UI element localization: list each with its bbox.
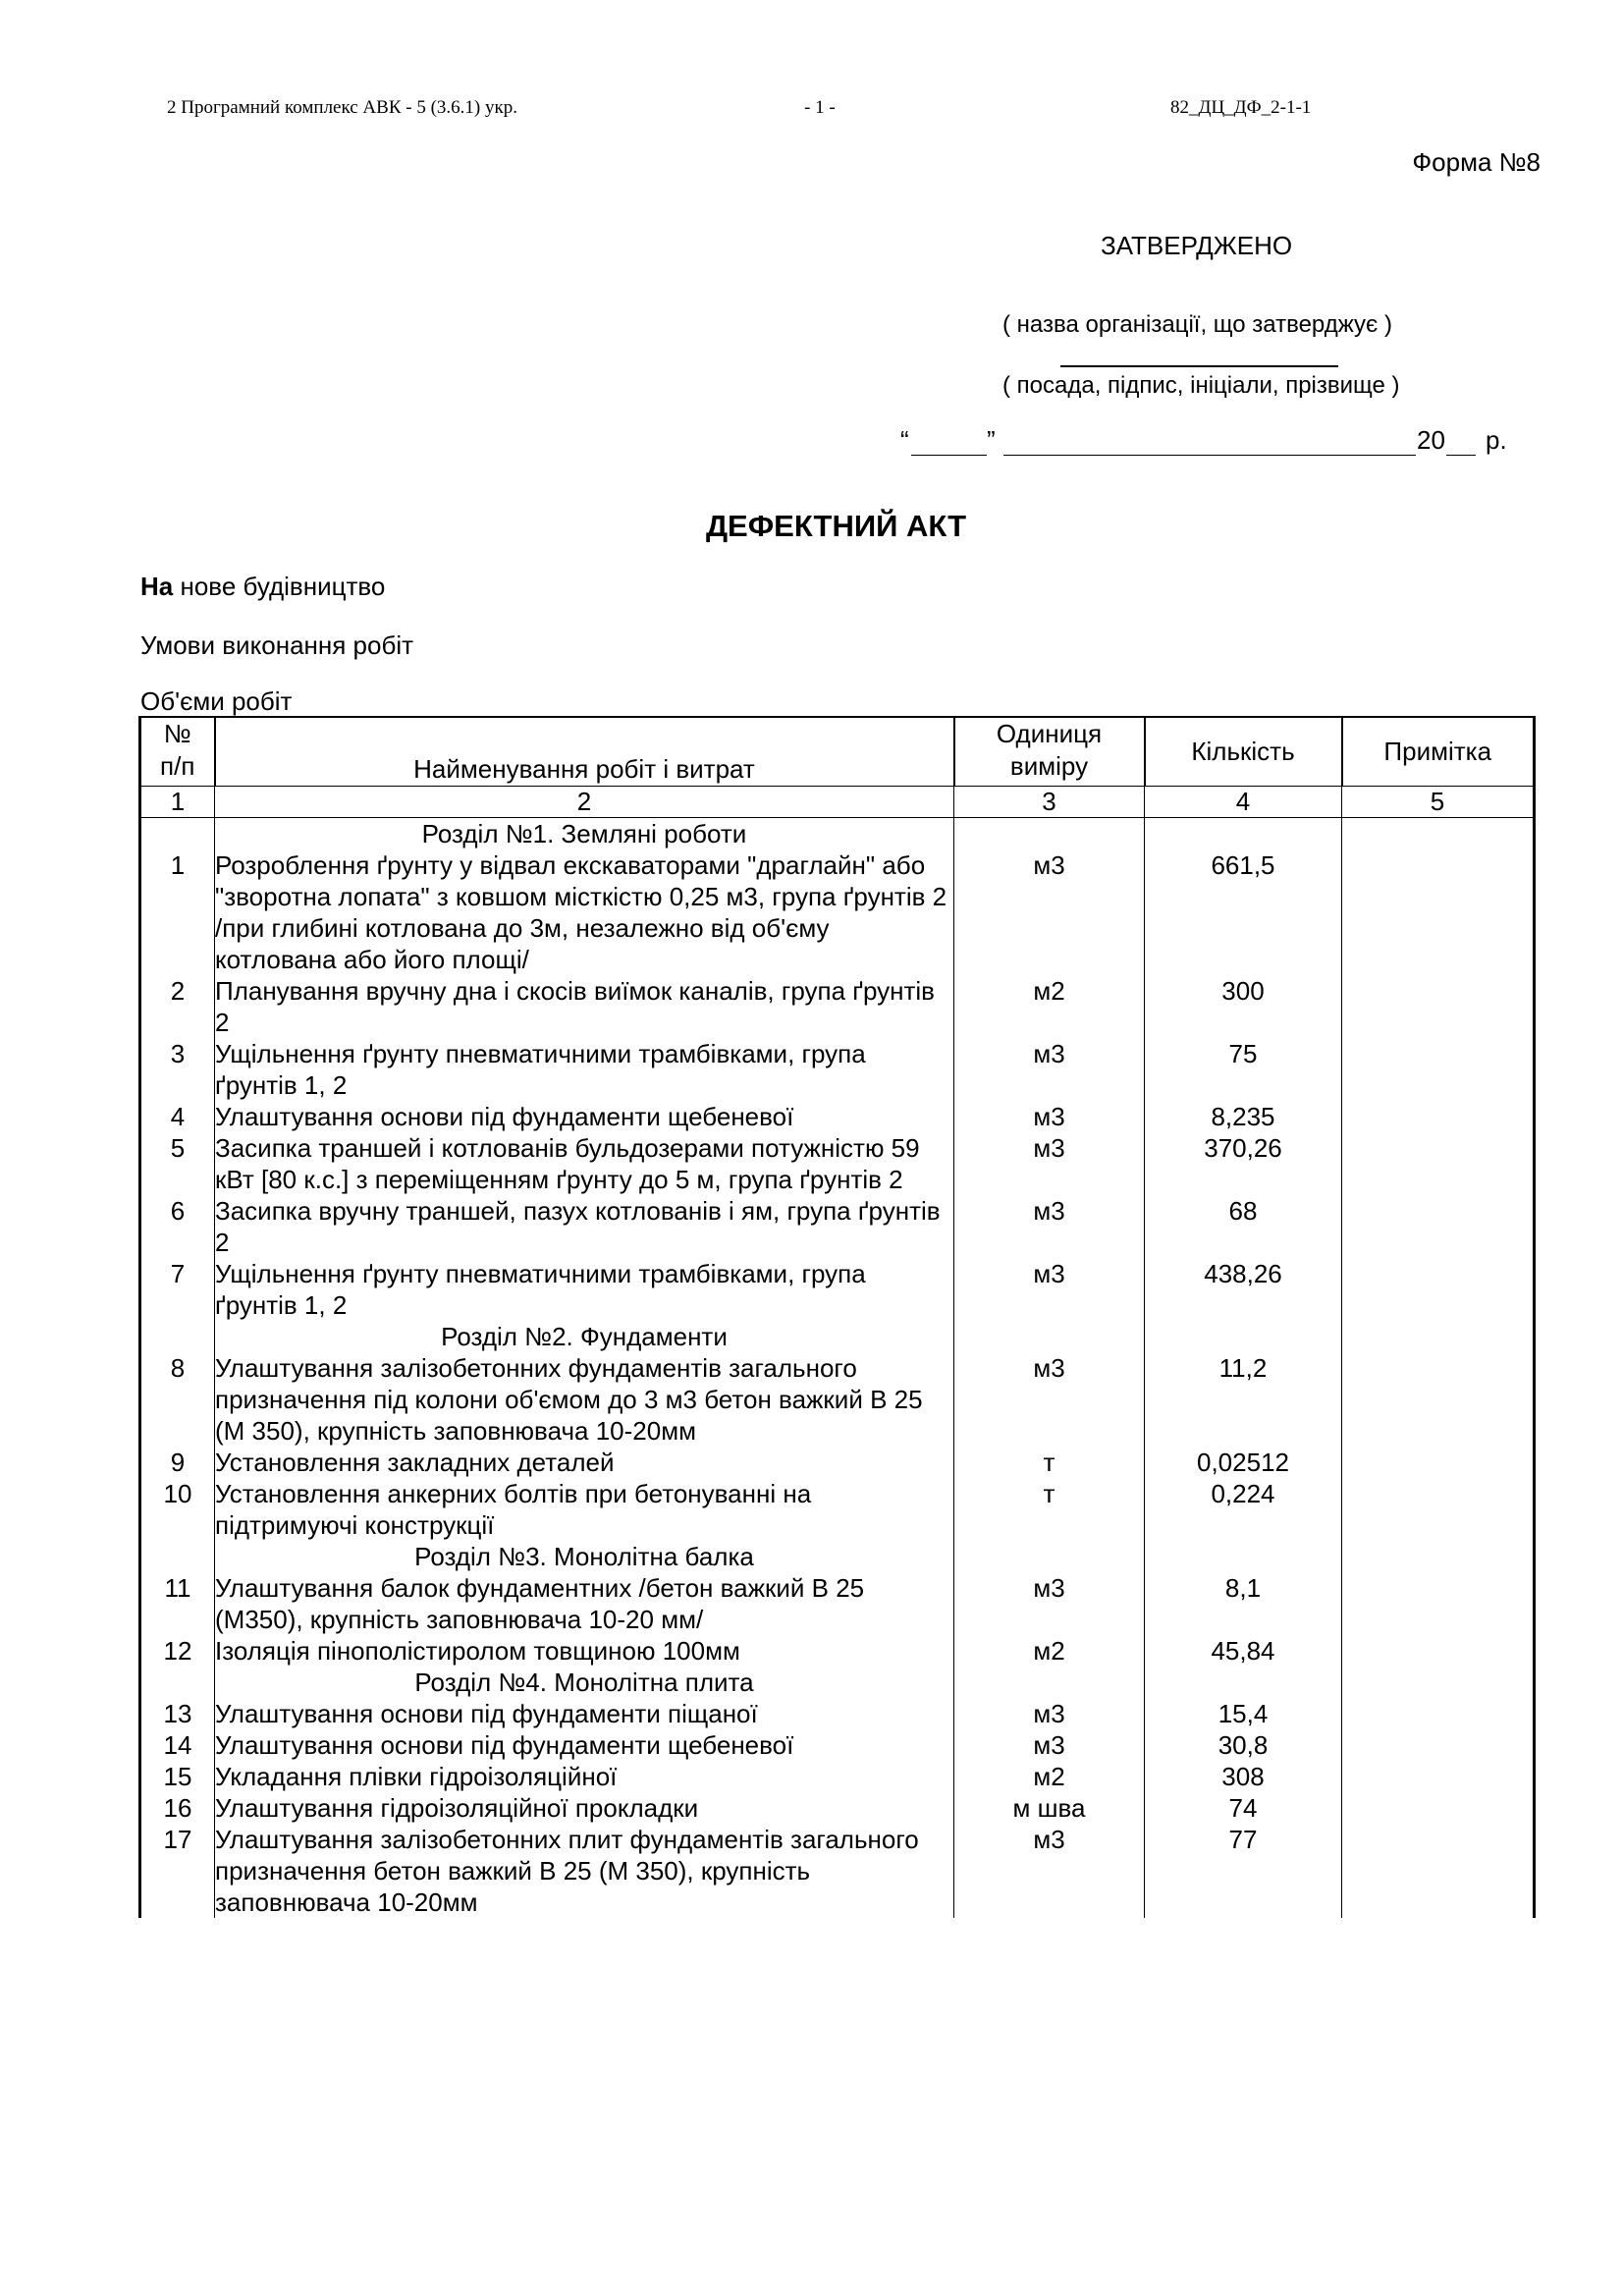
row-work-name: Улаштування основи під фундаменти щебеневої [215,1729,954,1761]
table-row [140,849,1535,975]
row-work-name: Улаштування балок фундаментних /бетон важкий В 25 (М350), крупність заповнювача 10-20 мм/ [215,1572,954,1635]
row-unit: т [954,1447,1145,1478]
approval-title: ЗАТВЕРДЖЕНО [1101,231,1293,260]
row-note [1342,1635,1535,1667]
date-open-quote: “ [900,425,909,455]
table-row [140,1824,1535,1918]
row-number: 3 [140,1038,215,1101]
table-row [140,1258,1535,1321]
row-work-name: Установлення закладних деталей [215,1447,954,1478]
year-prefix: 20 [1417,425,1445,455]
section-row [140,1667,1535,1698]
row-quantity: 68 [1145,1195,1342,1258]
table-row [140,1038,1535,1101]
row-note [1342,1132,1535,1195]
row-work-name: Улаштування основи під фундаменти піщаної [215,1698,954,1729]
day-blank [911,455,987,456]
table-body [140,817,1535,1918]
table-row [140,1101,1535,1132]
table-row [140,1698,1535,1729]
row-quantity: 75 [1145,1038,1342,1101]
row-number: 5 [140,1132,215,1195]
row-work-name: Улаштування основи під фундаменти щебеневої [215,1101,954,1132]
row-quantity: 300 [1145,975,1342,1038]
table-row [140,1478,1535,1541]
row-note [1342,1195,1535,1258]
table-row [140,1195,1535,1258]
row-unit: м3 [954,849,1145,975]
row-note [1342,1541,1535,1572]
row-number: 8 [140,1352,215,1447]
row-unit: м шва [954,1792,1145,1824]
row-note [1342,1038,1535,1101]
section-title: Розділ №4. Монолітна плита [215,1667,954,1698]
construction-type [140,572,385,602]
row-note [1342,1824,1535,1918]
construction-type-label: На [140,572,174,601]
row-unit: м3 [954,1698,1145,1729]
row-quantity: 438,26 [1145,1258,1342,1321]
row-unit: м3 [954,1101,1145,1132]
row-note [1342,1761,1535,1792]
section-title: Розділ №2. Фундаменти [215,1321,954,1352]
section-row [140,1541,1535,1572]
row-work-name: Ізоляція пінополістиролом товщиною 100мм [215,1635,954,1667]
year-blank [1446,455,1476,456]
row-number: 4 [140,1101,215,1132]
row-quantity [1145,1321,1342,1352]
page-number: - 1 - [804,97,836,118]
table-row [140,1132,1535,1195]
row-work-name: Улаштування залізобетонних фундаментів загального призначення під колони об'ємом до 3 м3 бетон важкий В 25 (М 350), крупність заповнювача 10-20мм [215,1352,954,1447]
row-number: 7 [140,1258,215,1321]
defects-table [138,716,1536,1918]
row-note [1342,975,1535,1038]
column-number: 1 [140,786,215,817]
row-note [1342,1792,1535,1824]
table-row [140,1729,1535,1761]
row-quantity: 8,1 [1145,1572,1342,1635]
column-numbers-row [140,786,1535,817]
table-row [140,1792,1535,1824]
row-number [140,1667,215,1698]
row-unit [954,1321,1145,1352]
row-quantity: 45,84 [1145,1635,1342,1667]
document-code: 82_ДЦ_ДФ_2-1-1 [1170,97,1312,118]
row-unit: м3 [954,1824,1145,1918]
date-close-quote: ” [987,425,996,455]
row-quantity [1145,817,1342,849]
program-name: 2 Програмний комплекс АВК - 5 (3.6.1) укр. [167,97,517,118]
row-quantity: 308 [1145,1761,1342,1792]
row-quantity: 74 [1145,1792,1342,1824]
row-unit: м3 [954,1352,1145,1447]
row-note [1342,1729,1535,1761]
row-unit [954,1541,1145,1572]
table-row [140,1761,1535,1792]
row-unit: м3 [954,1195,1145,1258]
table-row [140,1635,1535,1667]
row-unit: м3 [954,1258,1145,1321]
row-unit [954,1667,1145,1698]
row-unit: м3 [954,1572,1145,1635]
row-quantity: 30,8 [1145,1729,1342,1761]
table-header-row [140,717,1535,786]
work-conditions: Умови виконання робіт [140,630,414,660]
header-note: Примітка [1342,717,1535,786]
row-note [1342,1101,1535,1132]
row-unit: м3 [954,1038,1145,1101]
row-quantity: 8,235 [1145,1101,1342,1132]
row-work-name: Засипка траншей і котлованів бульдозерами потужністю 59 кВт [80 к.с.] з переміщенням ґрунту до 5 м, група ґрунтів 2 [215,1132,954,1195]
year-suffix: р. [1486,425,1507,455]
section-row [140,1321,1535,1352]
row-number [140,1541,215,1572]
row-quantity: 77 [1145,1824,1342,1918]
row-note [1342,849,1535,975]
row-unit: м2 [954,1761,1145,1792]
row-note [1342,1478,1535,1541]
row-quantity: 661,5 [1145,849,1342,975]
column-number: 2 [215,786,954,817]
header-number-symbol: № [163,719,191,748]
signature-line [1060,365,1338,367]
row-number: 14 [140,1729,215,1761]
row-note [1342,817,1535,849]
row-note [1342,1447,1535,1478]
row-number: 9 [140,1447,215,1478]
row-quantity [1145,1541,1342,1572]
table-row [140,1572,1535,1635]
row-number: 15 [140,1761,215,1792]
table-row [140,975,1535,1038]
header-quantity: Кількість [1145,717,1342,786]
row-number: 13 [140,1698,215,1729]
row-unit: м2 [954,1635,1145,1667]
row-quantity: 15,4 [1145,1698,1342,1729]
row-number: 17 [140,1824,215,1918]
row-unit: м3 [954,1132,1145,1195]
row-number: 6 [140,1195,215,1258]
section-row [140,817,1535,849]
construction-type-value: нове будівництво [180,572,386,601]
row-work-name: Улаштування залізобетонних плит фундаментів загального призначення бетон важкий В 25 (М 350), крупність заповнювача 10-20мм [215,1824,954,1918]
row-work-name: Планування вручну дна і скосів виїмок каналів, група ґрунтів 2 [215,975,954,1038]
row-work-name: Розроблення ґрунту у відвал екскаваторами "драглайн" або "зворотна лопата" з ковшом місткістю 0,25 м3, група ґрунтів 2 /при глибині котлована до 3м, незалежно від об'єму котлована або його площі/ [215,849,954,975]
row-number [140,1321,215,1352]
column-number: 3 [954,786,1145,817]
row-note [1342,1698,1535,1729]
header-unit-line1: Одиниця [996,719,1103,748]
row-number: 16 [140,1792,215,1824]
row-work-name: Засипка вручну траншей, пазух котлованів і ям, група ґрунтів 2 [215,1195,954,1258]
row-number: 2 [140,975,215,1038]
row-work-name: Укладання плівки гідроізоляційної [215,1761,954,1792]
row-quantity [1145,1667,1342,1698]
header-unit-line2: виміру [1009,751,1089,781]
document-title: ДЕФЕКТНИЙ АКТ [705,509,967,543]
header-unit [954,717,1145,786]
section-title: Розділ №3. Монолітна балка [215,1541,954,1572]
row-number: 1 [140,849,215,975]
row-unit: м2 [954,975,1145,1038]
row-quantity: 0,224 [1145,1478,1342,1541]
row-unit: м3 [954,1729,1145,1761]
row-number: 11 [140,1572,215,1635]
row-work-name: Ущільнення ґрунту пневматичними трамбівками, група ґрунтів 1, 2 [215,1258,954,1321]
row-note [1342,1667,1535,1698]
row-number: 12 [140,1635,215,1667]
row-quantity: 0,02512 [1145,1447,1342,1478]
row-unit [954,817,1145,849]
org-caption: ( назва організації, що затверджує ) [1002,311,1392,338]
row-note [1342,1352,1535,1447]
table-row [140,1352,1535,1447]
table-row [140,1447,1535,1478]
column-number: 4 [1145,786,1342,817]
work-volumes: Об'єми робіт [140,686,293,716]
row-work-name: Улаштування гідроізоляційної прокладки [215,1792,954,1824]
header-number-abbr: п/п [160,751,195,781]
row-work-name: Ущільнення ґрунту пневматичними трамбівками, група ґрунтів 1, 2 [215,1038,954,1101]
row-note [1342,1572,1535,1635]
person-caption: ( посада, підпис, ініціали, прізвище ) [1002,372,1400,399]
row-quantity: 370,26 [1145,1132,1342,1195]
row-note [1342,1258,1535,1321]
row-number [140,817,215,849]
row-quantity: 11,2 [1145,1352,1342,1447]
row-note [1342,1321,1535,1352]
form-number: Форма №8 [1412,147,1541,177]
header-work-name: Найменування робіт і витрат [215,717,954,786]
section-title: Розділ №1. Земляні роботи [215,817,954,849]
row-work-name: Установлення анкерних болтів при бетонуванні на підтримуючі конструкції [215,1478,954,1541]
header-number [140,717,215,786]
row-number: 10 [140,1478,215,1541]
month-blank [1003,455,1416,456]
row-unit: т [954,1478,1145,1541]
column-number: 5 [1342,786,1535,817]
